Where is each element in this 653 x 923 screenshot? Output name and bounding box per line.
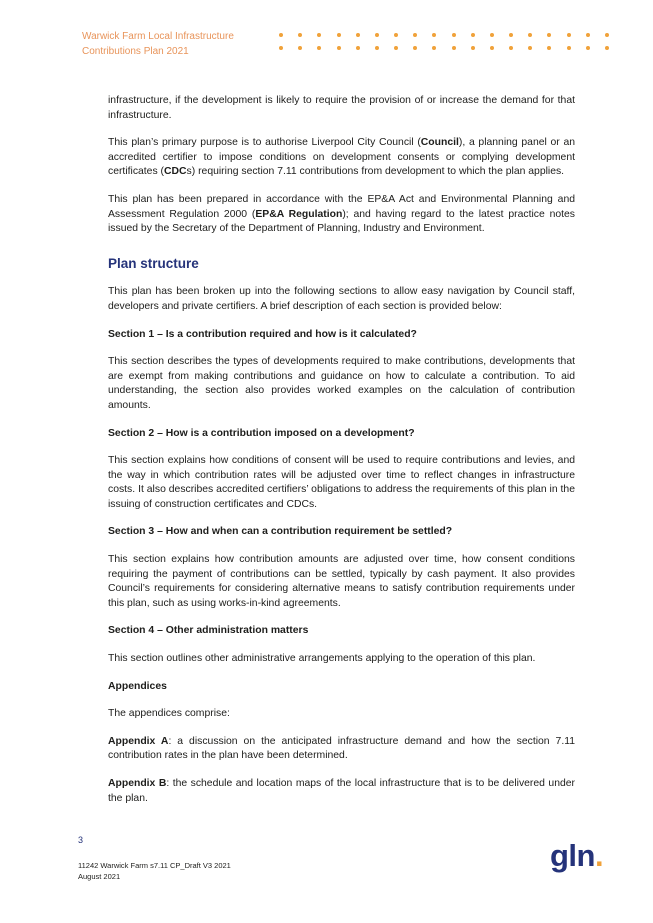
decorative-dot (490, 46, 494, 50)
decorative-dot (528, 46, 532, 50)
text-run: : the schedule and location maps of the local infrastructure that is to be delivered under the plan. (108, 778, 575, 804)
document-footer (78, 860, 231, 882)
header-title-line2: Contributions Plan 2021 (82, 46, 189, 57)
decorative-dot (452, 33, 456, 37)
decorative-dot (317, 46, 321, 50)
decorative-dot (509, 46, 513, 50)
term-cdc: CDC (164, 166, 187, 178)
appendices-intro: The appendices comprise: (108, 708, 230, 720)
decorative-dot (432, 46, 436, 50)
page-content (108, 94, 575, 806)
decorative-dot (452, 46, 456, 50)
decorative-dot (547, 46, 551, 50)
document-header-title (82, 29, 234, 59)
heading-plan-structure: Plan structure (108, 255, 199, 271)
decorative-dot (394, 46, 398, 50)
decorative-dot (298, 33, 302, 37)
appendix-a-label: Appendix A (108, 735, 169, 747)
text-run: ), a planning panel or an accredited certifier to impose conditions on development consents or complying development certificates ( (108, 137, 576, 178)
decorative-dot (547, 33, 551, 37)
logo-dot: . (595, 838, 604, 873)
decorative-dot (279, 33, 283, 37)
decorative-dot (471, 46, 475, 50)
decorative-dot (586, 33, 590, 37)
term-council: Council (420, 137, 459, 149)
logo-text: gln (550, 838, 595, 873)
decorative-dot (356, 33, 360, 37)
section-1-text: This section describes the types of developments required to make contributions, developments that are exempt from making contributions and guidance on how to calculate a contribution. To aid understanding, the section also provides worked examples on the calculation of contribution amounts. (108, 356, 575, 411)
decorative-dot (605, 33, 609, 37)
section-2-title: Section 2 – How is a contribution imposed on a development? (108, 427, 415, 439)
header-title-line1: Warwick Farm Local Infrastructure (82, 31, 234, 42)
section-3-text: This section explains how contribution amounts are adjusted over time, how consent conditions requiring the payment of contributions can be settled, typically by cash payment. It also provides Council’s requirements for considering alternative means to satisfy contribution requirements under this plan, such as using works-in-kind agreements. (108, 554, 575, 609)
decorative-dot (413, 33, 417, 37)
appendix-a-description (108, 735, 575, 764)
decorative-dot (337, 33, 341, 37)
decorative-dot (413, 46, 417, 50)
footer-doc-ref: 11242 Warwick Farm s7.11 CP_Draft V3 2021 (78, 861, 231, 870)
section-2-text: This section explains how conditions of consent will be used to require contributions and levies, and the way in which contribution rates will be adjusted over time to reflect changes in infrastructure costs. It also describes accredited certifiers’ obligations to address the requirements of this plan in the issuing of construction certificates and CDCs. (108, 455, 575, 510)
decorative-dot (375, 33, 379, 37)
decorative-dot (394, 33, 398, 37)
decorative-dot (375, 46, 379, 50)
section-3-title: Section 3 – How and when can a contribution requirement be settled? (108, 526, 453, 538)
section-4-title: Section 4 – Other administration matters (108, 625, 309, 637)
paragraph-intro-continued: infrastructure, if the development is likely to require the provision of or increase the demand for that infrastructure. (108, 95, 575, 121)
section-1-title: Section 1 – Is a contribution required and how is it calculated? (108, 328, 417, 340)
page-number: 3 (78, 835, 84, 845)
appendix-b-description (108, 777, 575, 806)
paragraph-plan-preparation (108, 193, 575, 237)
text-run: s) requiring section 7.11 contributions from development to which the plan applies. (186, 166, 565, 178)
decorative-dot (471, 33, 475, 37)
decorative-dot (337, 46, 341, 50)
paragraph-structure-intro: This plan has been broken up into the following sections to allow easy navigation by Council staff, developers and private certifiers. A brief description of each section is provided below: (108, 286, 575, 312)
decorative-dot (567, 33, 571, 37)
decorative-dot (317, 33, 321, 37)
decorative-dot (279, 46, 283, 50)
decorative-dot (567, 46, 571, 50)
text-run: This plan’s primary purpose is to authorise Liverpool City Council ( (108, 137, 421, 149)
paragraph-plan-purpose (108, 136, 575, 180)
decorative-dot (432, 33, 436, 37)
header-dot-pattern (279, 28, 609, 54)
decorative-dot (605, 46, 609, 50)
decorative-dot (356, 46, 360, 50)
appendix-b-label: Appendix B (108, 778, 167, 789)
appendices-title: Appendices (108, 680, 167, 692)
footer-date: August 2021 (78, 872, 121, 881)
text-run: ); and having regard to the latest practice notes issued by the Secretary of the Department of Planning, Industry and Environment. (108, 208, 575, 235)
text-run: : a discussion on the anticipated infrastructure demand and how the section 7.11 contribution rates in the plan have been determined. (108, 735, 576, 762)
term-epa-regulation: EP&A Regulation (255, 208, 343, 220)
text-run: This plan has been prepared in accordance with the EP&A Act and Environmental Planning and Assessment Regulation 2000 ( (108, 193, 575, 220)
decorative-dot (509, 33, 513, 37)
section-4-text: This section outlines other administrative arrangements applying to the operation of this plan. (108, 653, 536, 665)
gln-logo (550, 838, 603, 874)
decorative-dot (586, 46, 590, 50)
decorative-dot (490, 33, 494, 37)
decorative-dot (528, 33, 532, 37)
decorative-dot (298, 46, 302, 50)
